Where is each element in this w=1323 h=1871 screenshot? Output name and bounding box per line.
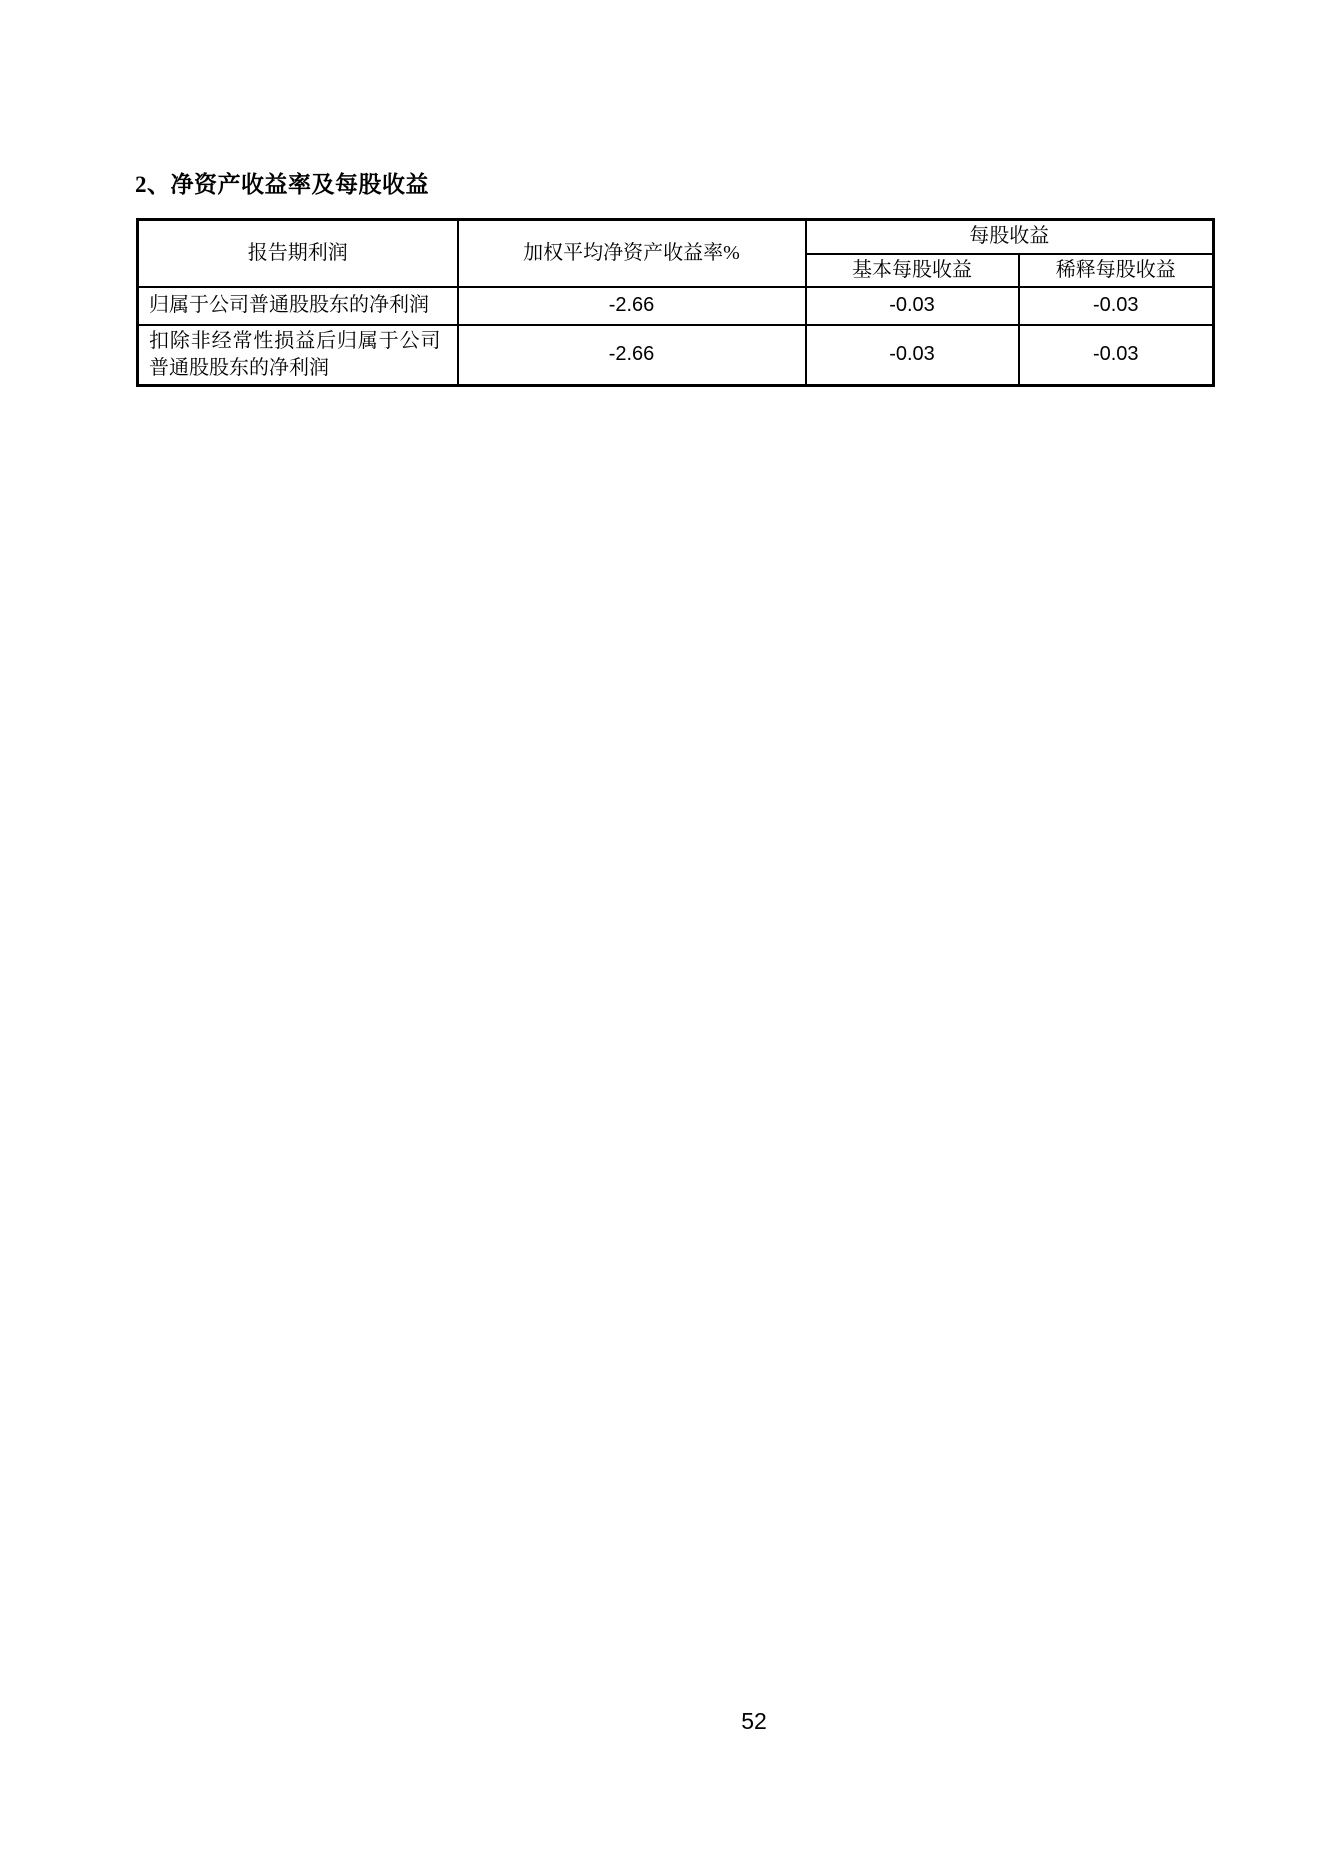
header-diluted-eps: 稀释每股收益 [1019,254,1214,287]
roe-value: -2.66 [458,325,806,386]
table-header-row-top [138,220,1214,254]
roe-value: -2.66 [458,287,806,325]
basic-eps-value: -0.03 [806,287,1019,325]
header-weighted-roe: 加权平均净资产收益率% [458,220,806,287]
page-number: 52 [741,1708,767,1734]
diluted-eps-value: -0.03 [1019,325,1214,386]
section-heading: 2、净资产收益率及每股收益 [135,172,429,197]
header-basic-eps: 基本每股收益 [806,254,1019,287]
header-eps-group: 每股收益 [806,220,1214,254]
row-label: 扣除非经常性损益后归属于公司普通股股东的净利润 [138,325,458,386]
table-row [138,287,1214,325]
roe-eps-table [136,218,1215,387]
table-row [138,325,1214,386]
diluted-eps-value: -0.03 [1019,287,1214,325]
header-report-period: 报告期利润 [138,220,458,287]
basic-eps-value: -0.03 [806,325,1019,386]
row-label: 归属于公司普通股股东的净利润 [138,287,458,325]
